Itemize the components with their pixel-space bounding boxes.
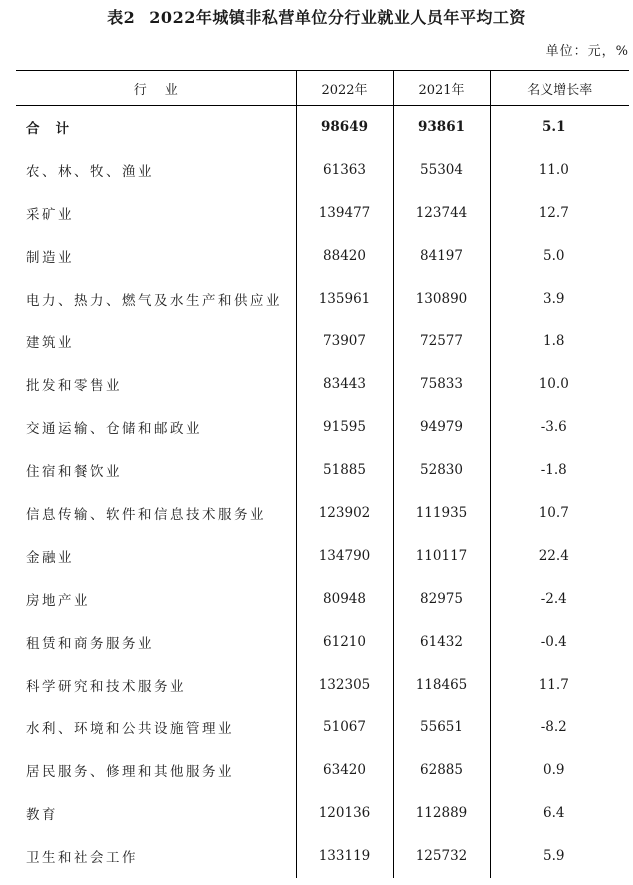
value-2021-cell: 123744 (393, 191, 490, 234)
table-row (16, 320, 629, 363)
value-2022-cell: 51067 (296, 706, 393, 749)
value-2021-cell: 72577 (393, 320, 490, 363)
table-row (16, 534, 629, 577)
table-row (16, 277, 629, 320)
table-row (16, 234, 629, 277)
industry-cell: 居民服务、修理和其他服务业 (26, 764, 234, 781)
value-2022-cell: 63420 (296, 749, 393, 792)
unit-note: 单位：元，% (545, 44, 629, 59)
table-row (16, 577, 629, 620)
header-industry: 行业 (16, 71, 296, 106)
value-2021-cell: 94979 (393, 406, 490, 449)
value-2022-cell: 73907 (296, 320, 393, 363)
table-title (0, 5, 633, 28)
table-row (16, 835, 629, 878)
industry-cell: 信息传输、软件和信息技术服务业 (26, 506, 266, 523)
industry-cell: 住宿和餐饮业 (26, 464, 122, 481)
value-2022-cell: 83443 (296, 363, 393, 406)
value-2021-cell: 110117 (393, 534, 490, 577)
industry-cell: 制造业 (26, 249, 74, 266)
growth-cell: -0.4 (490, 620, 629, 663)
value-2022-cell: 123902 (296, 492, 393, 535)
value-2021-cell: 61432 (393, 620, 490, 663)
value-2021-cell: 112889 (393, 792, 490, 835)
value-2021-cell: 84197 (393, 234, 490, 277)
growth-cell: 6.4 (490, 792, 629, 835)
growth-cell: 3.9 (490, 277, 629, 320)
value-2022-cell: 88420 (296, 234, 393, 277)
table-row-total (16, 106, 629, 149)
growth-cell: 0.9 (490, 749, 629, 792)
industry-cell: 卫生和社会工作 (26, 850, 138, 867)
value-2021-cell: 130890 (393, 277, 490, 320)
table-row (16, 706, 629, 749)
table-number: 表2 (107, 8, 136, 27)
industry-cell: 租赁和商务服务业 (26, 635, 154, 652)
value-2021-cell: 93861 (393, 106, 490, 149)
value-2022-cell: 133119 (296, 835, 393, 878)
table-row (16, 792, 629, 835)
industry-cell: 电力、热力、燃气及水生产和供应业 (26, 292, 282, 309)
value-2021-cell: 125732 (393, 835, 490, 878)
value-2021-cell: 55651 (393, 706, 490, 749)
value-2021-cell: 55304 (393, 148, 490, 191)
growth-cell: 5.1 (490, 106, 629, 149)
industry-cell: 金融业 (26, 549, 74, 566)
value-2022-cell: 61210 (296, 620, 393, 663)
growth-cell: -8.2 (490, 706, 629, 749)
growth-cell: -2.4 (490, 577, 629, 620)
growth-cell: 12.7 (490, 191, 629, 234)
value-2022-cell: 132305 (296, 663, 393, 706)
header-2022: 2022年 (296, 71, 393, 106)
growth-cell: 11.7 (490, 663, 629, 706)
value-2022-cell: 91595 (296, 406, 393, 449)
growth-cell: 11.0 (490, 148, 629, 191)
value-2021-cell: 118465 (393, 663, 490, 706)
value-2022-cell: 61363 (296, 148, 393, 191)
value-2021-cell: 111935 (393, 492, 490, 535)
value-2022-cell: 80948 (296, 577, 393, 620)
value-2021-cell: 62885 (393, 749, 490, 792)
growth-cell: 10.7 (490, 492, 629, 535)
value-2022-cell: 135961 (296, 277, 393, 320)
table-row (16, 663, 629, 706)
value-2022-cell: 139477 (296, 191, 393, 234)
industry-cell: 交通运输、仓储和邮政业 (26, 421, 202, 438)
growth-cell: -3.6 (490, 406, 629, 449)
table-row (16, 620, 629, 663)
value-2022-cell: 134790 (296, 534, 393, 577)
growth-cell: 22.4 (490, 534, 629, 577)
industry-cell: 采矿业 (26, 206, 74, 223)
industry-cell: 科学研究和技术服务业 (26, 678, 186, 695)
value-2021-cell: 82975 (393, 577, 490, 620)
value-2022-cell: 120136 (296, 792, 393, 835)
industry-cell: 合计 (26, 121, 85, 138)
table-row (16, 363, 629, 406)
table-row (16, 449, 629, 492)
value-2021-cell: 52830 (393, 449, 490, 492)
industry-cell: 农、林、牧、渔业 (26, 163, 154, 180)
industry-cell: 水利、环境和公共设施管理业 (26, 721, 234, 738)
table-row (16, 492, 629, 535)
table-row (16, 191, 629, 234)
growth-cell: -1.8 (490, 449, 629, 492)
value-2022-cell: 51885 (296, 449, 393, 492)
table-row (16, 406, 629, 449)
value-2021-cell: 75833 (393, 363, 490, 406)
industry-cell: 房地产业 (26, 592, 90, 609)
industry-cell: 批发和零售业 (26, 378, 122, 395)
table-body (16, 106, 629, 878)
header-2021: 2021年 (393, 71, 490, 106)
table-row (16, 148, 629, 191)
growth-cell: 5.9 (490, 835, 629, 878)
wage-table (16, 70, 629, 878)
table-row (16, 749, 629, 792)
industry-cell: 建筑业 (26, 335, 74, 352)
table-title-text: 2022年城镇非私营单位分行业就业人员年平均工资 (149, 8, 526, 27)
growth-cell: 10.0 (490, 363, 629, 406)
industry-cell: 教育 (26, 807, 58, 824)
value-2022-cell: 98649 (296, 106, 393, 149)
table-header-row (16, 71, 629, 106)
growth-cell: 5.0 (490, 234, 629, 277)
growth-cell: 1.8 (490, 320, 629, 363)
header-growth: 名义增长率 (490, 71, 629, 106)
